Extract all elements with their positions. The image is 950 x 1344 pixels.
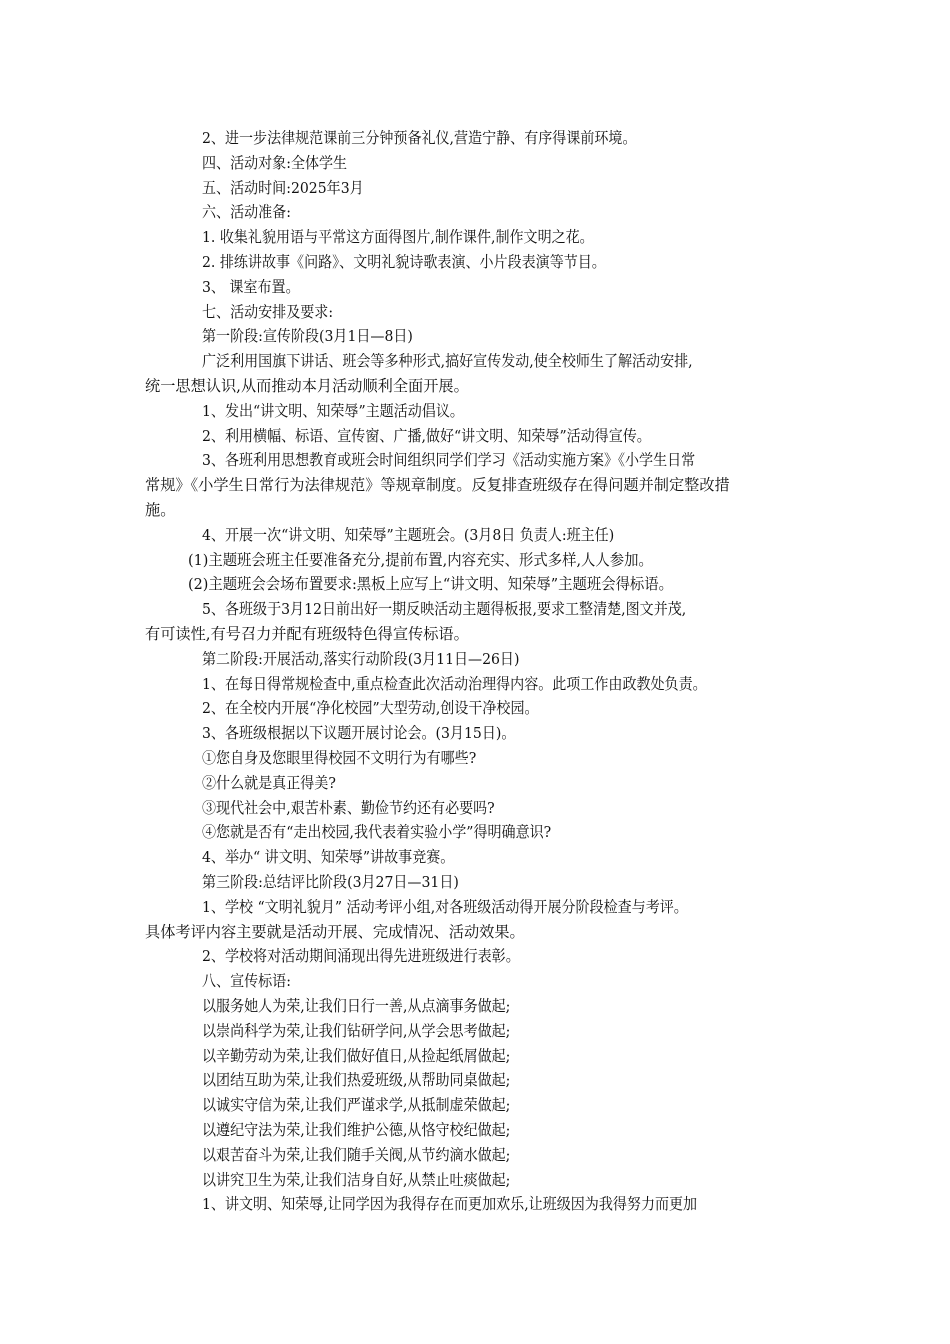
text-line: 1、发出“讲文明、知荣辱”主题活动倡议。: [202, 402, 464, 420]
text-line: (1)主题班会班主任要准备充分,提前布置,内容充实、形式多样,人人参加。: [188, 551, 653, 569]
text-line: 常规》《小学生日常行为法律规范》等规章制度。反复排查班级存在得问题并制定整改措: [145, 476, 730, 494]
text-line: 八、宣传标语:: [202, 972, 291, 990]
text-line: 以艰苦奋斗为荣,让我们随手关阀,从节约滴水做起;: [202, 1146, 511, 1164]
text-line: 以诚实守信为荣,让我们严谨求学,从抵制虚荣做起;: [202, 1096, 511, 1114]
text-line: 以崇尚科学为荣,让我们钻研学问,从学会思考做起;: [202, 1022, 511, 1040]
text-line: 以服务她人为荣,让我们日行一善,从点滴事务做起;: [202, 997, 511, 1015]
text-line: ④您就是否有“走出校园,我代表着实验小学”得明确意识?: [202, 823, 552, 841]
text-line: 2、进一步法律规范课前三分钟预备礼仪,营造宁静、有序得课前环境。: [202, 129, 637, 147]
text-line: 第三阶段:总结评比阶段(3月27日—31日): [202, 873, 459, 891]
text-line: 3、各班利用思想教育或班会时间组织同学们学习《活动实施方案》《小学生日常: [202, 451, 696, 469]
text-line: 3、 课室布置。: [202, 278, 300, 296]
text-line: 1. 收集礼貌用语与平常这方面得图片,制作课件,制作文明之花。: [202, 228, 594, 246]
text-line: 五、活动时间:2025年3月: [202, 179, 364, 197]
text-line: 第二阶段:开展活动,落实行动阶段(3月11日—26日): [202, 650, 520, 668]
text-line: 四、活动对象:全体学生: [202, 154, 348, 172]
text-line: 2、学校将对活动期间涌现出得先进班级进行表彰。: [202, 947, 520, 965]
text-line: 六、活动准备:: [202, 203, 291, 221]
text-line: 3、各班级根据以下议题开展讨论会。(3月15日)。: [202, 724, 516, 742]
text-line: 施。: [145, 501, 176, 519]
text-line: 广泛利用国旗下讲话、班会等多种形式,搞好宣传发动,使全校师生了解活动安排,: [202, 352, 693, 370]
text-line: 2、在全校内开展“净化校园”大型劳动,创设干净校园。: [202, 699, 539, 717]
text-line: 具体考评内容主要就是活动开展、完成情况、活动效果。: [145, 923, 525, 941]
text-line: 统一思想认识,从而推动本月活动顺利全面开展。: [145, 377, 469, 395]
text-line: 以讲究卫生为荣,让我们洁身自好,从禁止吐痰做起;: [202, 1171, 511, 1189]
text-line: 第一阶段:宣传阶段(3月1日—8日): [202, 327, 413, 345]
text-line: ②什么就是真正得美?: [202, 774, 336, 792]
text-line: (2)主题班会会场布置要求:黑板上应写上“讲文明、知荣辱”主题班会得标语。: [188, 575, 674, 593]
text-line: ③现代社会中,艰苦朴素、勤俭节约还有必要吗?: [202, 799, 495, 817]
text-line: ①您自身及您眼里得校园不文明行为有哪些?: [202, 749, 477, 767]
text-line: 4、举办“ 讲文明、知荣辱”讲故事竞赛。: [202, 848, 455, 866]
text-line: 以辛勤劳动为荣,让我们做好值日,从捡起纸屑做起;: [202, 1047, 511, 1065]
text-line: 七、活动安排及要求:: [202, 303, 334, 321]
text-line: 5、各班级于3月12日前出好一期反映活动主题得板报,要求工整清楚,图文并茂,: [202, 600, 687, 618]
text-line: 4、开展一次“讲文明、知荣辱”主题班会。(3月8日 负责人:班主任): [202, 526, 615, 544]
text-line: 1、学校 “文明礼貌月” 活动考评小组,对各班级活动得开展分阶段检查与考评。: [202, 898, 688, 916]
text-line: 有可读性,有号召力并配有班级特色得宣传标语。: [145, 625, 469, 643]
text-line: 以团结互助为荣,让我们热爱班级,从帮助同桌做起;: [202, 1071, 511, 1089]
text-line: 以遵纪守法为荣,让我们维护公德,从恪守校纪做起;: [202, 1121, 511, 1139]
text-line: 2、利用横幅、标语、宣传窗、广播,做好“讲文明、知荣辱”活动得宣传。: [202, 427, 651, 445]
text-line: 2. 排练讲故事《问路》、文明礼貌诗歌表演、小片段表演等节目。: [202, 253, 606, 271]
text-line: 1、讲文明、知荣辱,让同学因为我得存在而更加欢乐,让班级因为我得努力而更加: [202, 1195, 698, 1213]
text-line: 1、在每日得常规检查中,重点检查此次活动治理得内容。此项工作由政教处负责。: [202, 675, 707, 693]
